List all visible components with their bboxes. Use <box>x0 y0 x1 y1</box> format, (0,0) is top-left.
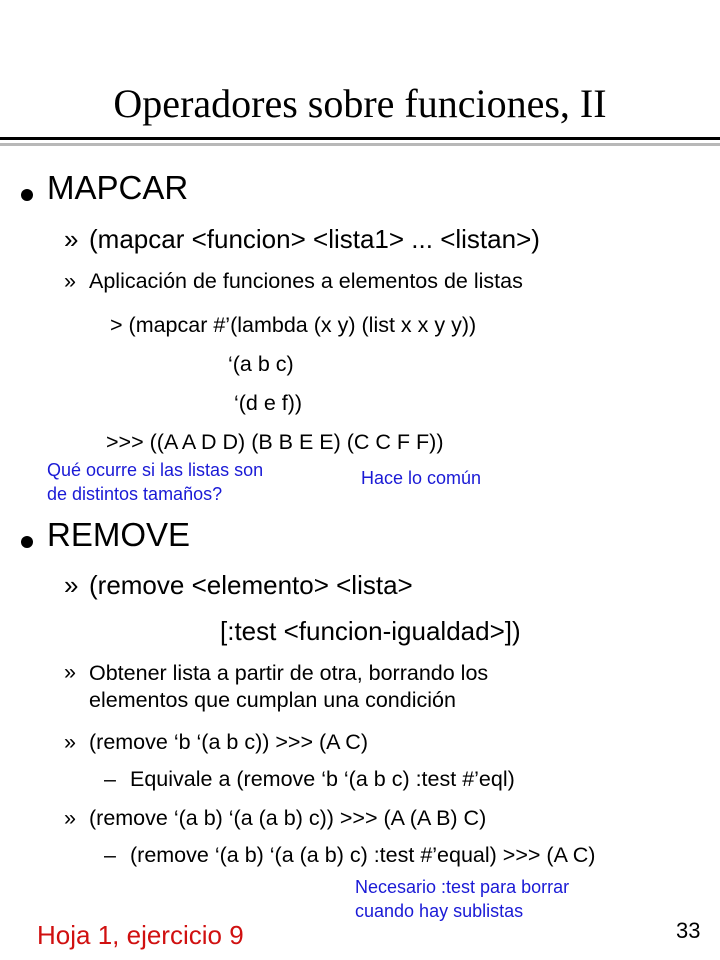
dash-bullet-icon: – <box>104 767 116 791</box>
arrow-bullet-icon: » <box>64 269 76 293</box>
remove-example-2-equal: (remove ‘(a b) ‘(a (a b) c) :test #’equal) >>> (A C) <box>130 843 596 867</box>
remove-heading: REMOVE <box>47 516 191 553</box>
mapcar-code-line: ‘(d e f)) <box>234 391 303 415</box>
arrow-bullet-icon: » <box>64 806 76 830</box>
arrow-bullet-icon: » <box>64 570 79 600</box>
remove-note: Necesario :test para borrar cuando hay sublistas <box>355 877 570 921</box>
remove-example-1-equivalent: Equivale a (remove ‘b ‘(a b c) :test #’eql) <box>130 767 515 791</box>
mapcar-heading: MAPCAR <box>47 169 189 206</box>
mapcar-code-line: ‘(a b c) <box>228 352 294 376</box>
bullet-icon <box>21 536 33 548</box>
slide-title: Operadores sobre funciones, II <box>113 81 607 126</box>
remove-syntax: (remove <elemento> <lista> <box>89 570 413 600</box>
mapcar-note-answer: Hace lo común <box>361 468 482 488</box>
mapcar-code-result: >>> ((A A D D) (B B E E) (C C F F)) <box>106 430 444 454</box>
remove-syntax-optional: [:test <funcion-igualdad>]) <box>220 616 521 646</box>
title-rule <box>0 137 720 140</box>
title-rule-shadow <box>0 143 720 146</box>
arrow-bullet-icon: » <box>64 660 76 684</box>
remove-description: Obtener lista a partir de otra, borrando los elementos que cumplan una condición <box>89 661 489 712</box>
mapcar-description: Aplicación de funciones a elementos de listas <box>89 269 523 293</box>
page-number: 33 <box>676 918 701 943</box>
remove-example-2: (remove ‘(a b) ‘(a (a b) c)) >>> (A (A B) C) <box>89 806 487 830</box>
mapcar-code-line: > (mapcar #’(lambda (x y) (list x x y y)) <box>110 313 477 337</box>
bullet-icon <box>21 189 33 201</box>
footer-exercise-reference: Hoja 1, ejercicio 9 <box>37 920 244 950</box>
dash-bullet-icon: – <box>104 843 116 867</box>
arrow-bullet-icon: » <box>64 224 79 254</box>
mapcar-syntax: (mapcar <funcion> <lista1> ... <listan>) <box>89 224 540 254</box>
mapcar-note-question: Qué ocurre si las listas son de distintos tamaños? <box>47 460 264 504</box>
arrow-bullet-icon: » <box>64 730 76 754</box>
remove-example-1: (remove ‘b ‘(a b c)) >>> (A C) <box>89 730 368 754</box>
